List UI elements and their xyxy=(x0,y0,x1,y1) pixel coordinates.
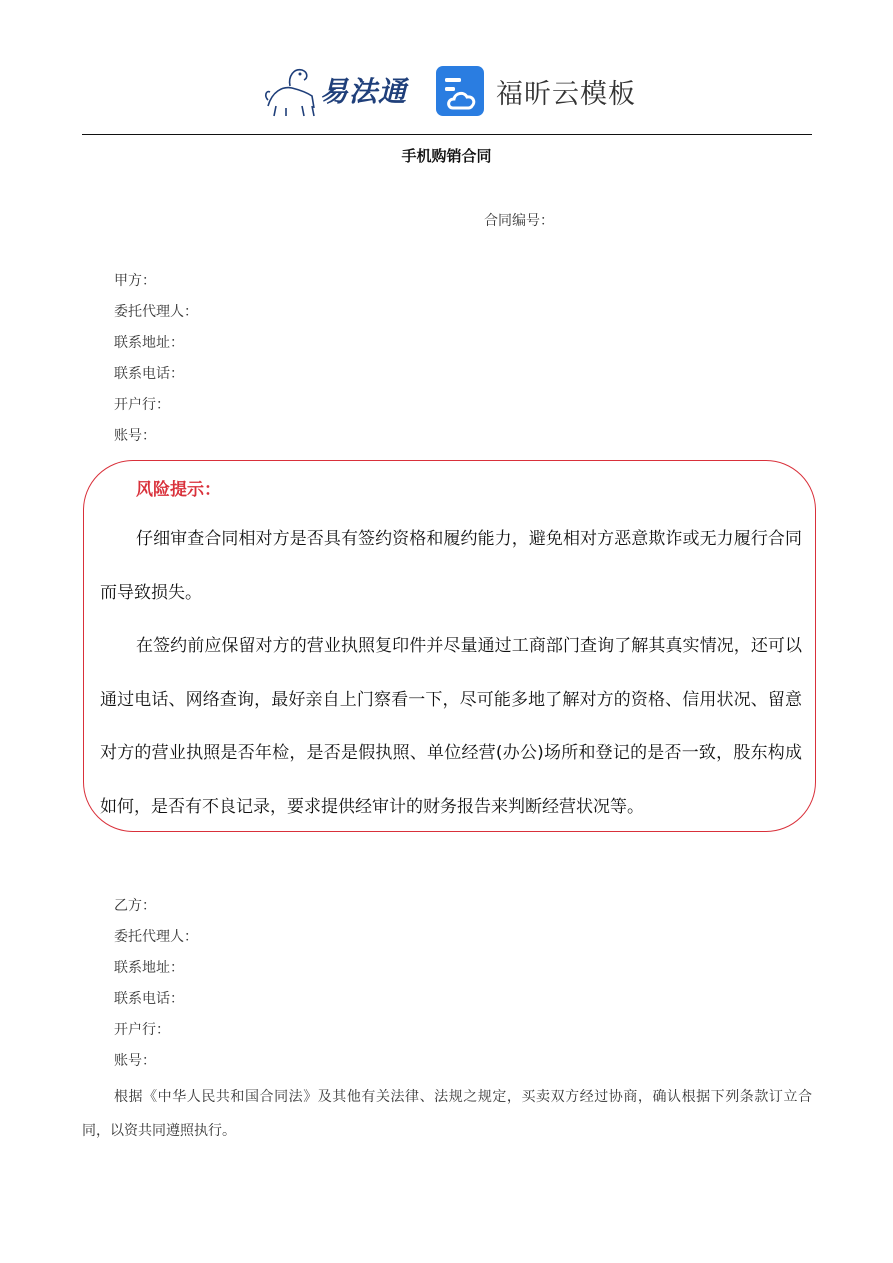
page-header xyxy=(0,0,893,135)
contract-number-label: 合同编号： xyxy=(484,213,554,229)
party-a-address: 联系地址： xyxy=(114,335,184,351)
risk-warning-body xyxy=(100,513,802,834)
risk-paragraph-1: 仔细审查合同相对方是否具有签约资格和履约能力，避免相对方恶意欺诈或无力履行合同而导致损失。 xyxy=(100,529,802,603)
party-b-phone: 联系电话： xyxy=(114,991,184,1007)
header-divider xyxy=(82,134,812,135)
foxit-cloud-logo-icon xyxy=(436,66,484,116)
document-title: 手机购销合同 xyxy=(401,147,492,165)
party-b-account: 账号： xyxy=(114,1053,156,1069)
party-b-address: 联系地址： xyxy=(114,960,184,976)
party-a-account: 账号： xyxy=(114,428,156,444)
party-a-label: 甲方： xyxy=(114,273,156,289)
party-b-block xyxy=(114,891,198,1077)
party-b-bank: 开户行： xyxy=(114,1022,170,1038)
party-a-bank: 开户行： xyxy=(114,397,170,413)
closing-paragraph: 根据《中华人民共和国合同法》及其他有关法律、法规之规定，买卖双方经过协商，确认根据下列条款订立合同，以资共同遵照执行。 xyxy=(82,1089,812,1139)
risk-paragraph-2: 在签约前应保留对方的营业执照复印件并尽量通过工商部门查询了解其真实情况，还可以通过电话、网络查询，最好亲自上门察看一下，尽可能多地了解对方的资格、信用状况、留意对方的营业执照是否年检，是否是假执照、单位经营(办公)场所和登记的是否一致，股东构成如何，是否有不良记录，要求提供经审计的财务报告来判断经营状况等。 xyxy=(100,636,802,817)
party-b-label: 乙方： xyxy=(114,898,156,914)
party-a-phone: 联系电话： xyxy=(114,366,184,382)
party-a-agent: 委托代理人： xyxy=(114,304,198,320)
brand-right-name: 福昕云模板 xyxy=(496,79,636,110)
brand-left-name: 易法通 xyxy=(320,75,408,108)
party-a-block xyxy=(114,266,198,452)
risk-warning-title: 风险提示： xyxy=(136,480,221,500)
party-b-agent: 委托代理人： xyxy=(114,929,198,945)
risk-warning-box xyxy=(83,460,816,832)
